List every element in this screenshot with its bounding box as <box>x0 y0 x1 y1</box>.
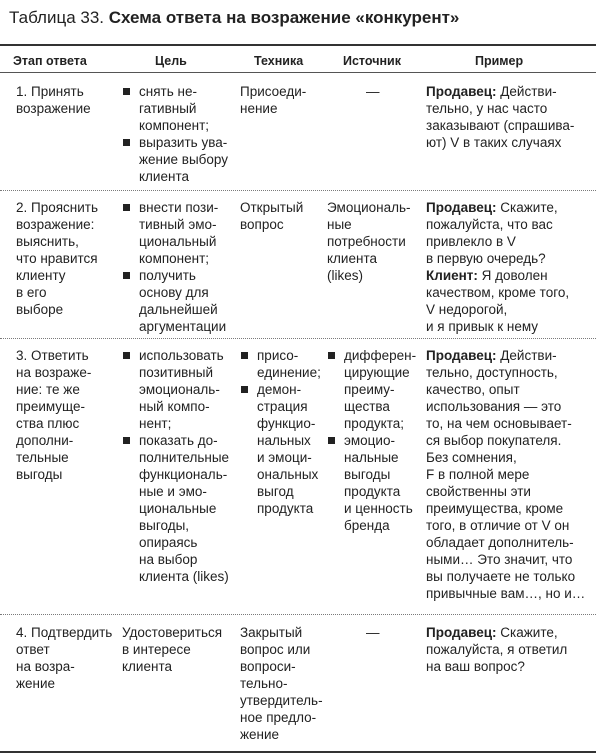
goal-cell <box>122 83 240 185</box>
row-divider <box>0 614 596 615</box>
speech-text: Я доволен качеством, кроме того, V недорогой, и я привык к нему <box>426 268 570 334</box>
technique-cell: Закрытый вопрос или вопроси- тельно- утвердитель- ное предло- жение <box>240 625 323 742</box>
technique-cell: Открытый вопрос <box>240 200 304 232</box>
source-empty-dash: — <box>366 625 380 640</box>
technique-bullet-item: присо- единение; <box>240 347 328 381</box>
stage-cell: 2. Прояснить возражение: выяснить, что нравится клиенту в его выборе <box>16 200 99 317</box>
goal-bullet-list <box>122 347 240 585</box>
speaker-label: Продавец: <box>426 625 497 640</box>
technique-bullet-list <box>240 347 328 517</box>
goal-bullet-list <box>122 83 240 185</box>
technique-bullet-item: демон- страция функцио- нальных и эмоци- ональных выгод продукта <box>240 381 328 517</box>
speech-text: Действи- тельно, у нас часто заказывают (спрашива- ют) V в таких случаях <box>426 84 575 150</box>
technique-cell: Присоеди- нение <box>240 84 307 116</box>
dialogue-line <box>426 347 594 602</box>
example-cell <box>426 83 594 151</box>
source-bullet-item: эмоцио- нальные выгоды продукта и ценность бренда <box>327 432 424 534</box>
speech-text: Скажите, пожалуйста, я ответил на ваш вопрос? <box>426 625 568 674</box>
example-cell <box>426 199 594 335</box>
header-goal: Цель <box>155 54 187 68</box>
table-number: Таблица 33. <box>9 8 105 27</box>
stage-cell: 3. Ответить на возраже- ние: те же преимуще- ства плюс дополни- тельные выгоды <box>16 348 92 482</box>
speaker-label: Продавец: <box>426 348 497 363</box>
source-cell <box>327 347 424 534</box>
header-source: Источник <box>343 54 401 68</box>
speaker-label: Продавец: <box>426 200 497 215</box>
header-technique: Техника <box>254 54 304 68</box>
table-title <box>9 7 459 29</box>
source-bullet-list <box>327 347 424 534</box>
dialogue-line <box>426 199 594 267</box>
goal-bullet-item: выразить ува- жение выбору клиента <box>122 134 240 185</box>
example-cell <box>426 347 594 602</box>
goal-bullet-item: использовать позитивный эмоциональ- ный компо- нент; <box>122 347 240 432</box>
speaker-label: Клиент: <box>426 268 478 283</box>
technique-cell <box>240 347 328 517</box>
header-example: Пример <box>475 54 524 68</box>
speaker-label: Продавец: <box>426 84 497 99</box>
source-empty-dash: — <box>366 84 380 99</box>
goal-cell <box>122 347 240 585</box>
header-stage: Этап ответа <box>13 54 87 68</box>
example-cell <box>426 624 594 675</box>
source-cell: Эмоциональ- ные потребности клиента (likes) <box>327 200 411 283</box>
rule-header <box>0 72 596 73</box>
goal-cell: Удостовериться в интересе клиента <box>122 625 223 674</box>
stage-cell: 1. Принять возражение <box>16 84 91 116</box>
speech-text: Скажите, пожалуйста, что вас привлекло в V в первую очередь? <box>426 200 558 266</box>
goal-cell <box>122 199 240 335</box>
goal-bullet-item: получить основу для дальнейшей аргументации <box>122 267 240 335</box>
dialogue-line <box>426 267 594 335</box>
stage-cell: 4. Подтвердить ответ на возра- жение <box>16 625 113 691</box>
dialogue-line <box>426 83 594 151</box>
source-bullet-item: дифферен- цирующие преиму- щества продукта; <box>327 347 424 432</box>
goal-bullet-item: показать до- полнительные функциональ- ные и эмо- циональные выгоды, опираясь на выбор клиента (likes) <box>122 432 240 585</box>
rule-top <box>0 44 596 46</box>
rule-bottom <box>0 751 596 753</box>
goal-bullet-item: снять не- гативный компонент; <box>122 83 240 134</box>
dialogue-line <box>426 624 594 675</box>
speech-text: Действи- тельно, доступность, качество, опыт использования — это то, на чем основывает- ся выбор покупателя. Без сомнения, F в полной мере свойственны эти преимущества, кроме того, в отличие от V он обладает дополнитель- ными… Это значит, что вы получаете не только привычные вам…, но и… <box>426 348 586 601</box>
row-divider <box>0 190 596 191</box>
goal-bullet-list <box>122 199 240 335</box>
row-divider <box>0 338 596 339</box>
goal-bullet-item: внести пози- тивный эмо- циональный компонент; <box>122 199 240 267</box>
table-caption: Схема ответа на возражение «конкурент» <box>108 8 460 27</box>
